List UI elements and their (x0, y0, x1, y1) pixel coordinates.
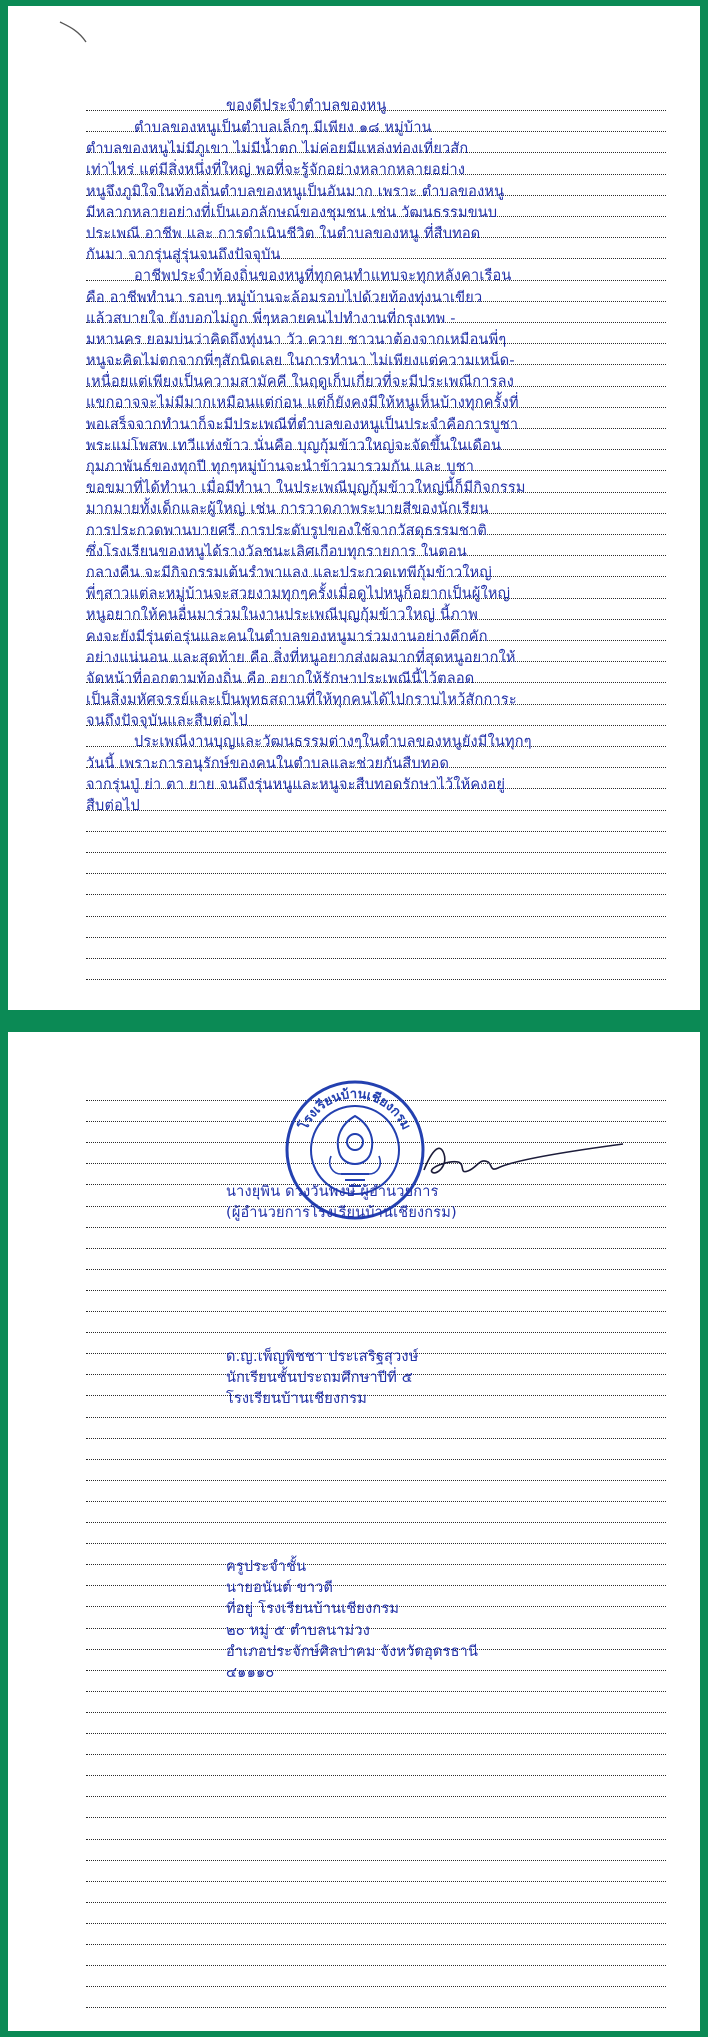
teacher-block (226, 1557, 478, 1684)
dotted-rule (86, 1311, 666, 1312)
dotted-rule (86, 1860, 666, 1861)
body-line: จากรุ่นปู่ ย่า ตา ยาย จนถึงรุ่นหนูและหนูจะสืบทอดรักษาไว้ให้คงอยู่ (86, 776, 506, 793)
body-line: เท่าไหร่ แต่มีสิ่งหนึ่งที่ใหญ่ พอที่จะรู้จักอย่างหลากหลายอย่าง (86, 162, 466, 179)
dotted-rule (86, 1691, 666, 1692)
body-line: อาชีพประจำท้องถิ่นของหนูที่ทุกคนทำแทบจะทุกหลังคาเรือน (134, 268, 512, 285)
dotted-rule (86, 1438, 666, 1439)
body-line: กันมา จากรุ่นสู่รุ่นจนถึงปัจจุบัน (86, 247, 281, 264)
teacher-line: ๔๑๑๑๐ (226, 1664, 275, 1681)
body-line: กลางคืน จะมีกิจกรรมเต้นรำพาแลง และประกวดเทพีกุ้มข้าวใหญ่ (86, 564, 492, 581)
student-line: ด.ญ.เพ็ญพิชชา ประเสริฐสุวงษ์ (226, 1349, 419, 1365)
title-text: ของดีประจำตำบลของหนู (226, 98, 387, 114)
body-line: แขกอาจจะไม่มีมากเหมือนแต่ก่อน แต่ก็ยังคงมีให้หนูเห็นบ้างทุกครั้งที่ (86, 395, 519, 412)
director-block (226, 1182, 457, 1224)
body-line: ประเพณีงานบุญและวัฒนธรรมต่างๆในตำบลของหนูยังมีในทุกๆ (134, 734, 532, 751)
dotted-rule (86, 852, 666, 853)
student-line: นักเรียนชั้นประถมศึกษาปีที่ ๕ (226, 1370, 413, 1387)
dotted-rule (86, 1522, 666, 1523)
body-line: แล้วสบายใจ ยังบอกไม่ถูก พี่ๆหลายคนไปทำงานที่กรุงเทพ - (86, 310, 456, 327)
teacher-line: นายอนันต์ ขาวดี (226, 1580, 334, 1597)
dotted-rule (86, 1227, 666, 1228)
dotted-rule (86, 1881, 666, 1882)
body-line: วันนี้ เพราะการอนุรักษ์ของคนในตำบลและช่วยกันสืบทอด (86, 755, 450, 772)
dotted-rule (86, 894, 666, 895)
dotted-rule (86, 1754, 666, 1755)
body-line: ประเพณี อาชีพ และ การดำเนินชีวิต ในตำบลของหนู ที่สืบทอด (86, 225, 481, 242)
dotted-rule (86, 1923, 666, 1924)
dotted-rule (86, 1965, 666, 1966)
dotted-rule (86, 1733, 666, 1734)
teacher-line: ที่อยู่ โรงเรียนบ้านเชียงกรม (226, 1601, 400, 1618)
body-line: สืบต่อไป (86, 798, 140, 814)
body-line: พระแม่โพสพ เทวีแห่งข้าว นั่นคือ บุญกุ้มข้าวใหญ่จะจัดขึ้นในเดือน (86, 437, 502, 454)
dotted-rule (86, 831, 666, 832)
dotted-rule (86, 1902, 666, 1903)
dotted-rule (86, 916, 666, 917)
director-line: (ผู้อำนวยการโรงเรียนบ้านเชียงกรม) (226, 1205, 457, 1222)
dotted-rule (86, 1796, 666, 1797)
body-line: หนูจะคิดไม่ตกจากพี่ๆสักนิดเลย ในการทำนา ไม่เพียงแต่ความเหน็ด- (86, 353, 515, 370)
dotted-rule (86, 1332, 666, 1333)
dotted-rule (86, 1543, 666, 1544)
dotted-rule (86, 979, 666, 980)
dotted-rule (86, 1839, 666, 1840)
dotted-rule (86, 1712, 666, 1713)
body-line: จัดหน้าที่ออกตามท้องถิ่น คือ อยากให้รักษาประเพณีนี้ไว้ตลอด (86, 670, 475, 687)
body-line: ซึ่งโรงเรียนของหนูได้รางวัลชนะเลิศเกือบทุกรายการ ในตอน (86, 543, 467, 560)
body-line: หนูจึงภูมิใจในท้องถิ่นตำบลของหนูเป็นอันมาก เพราะ ตำบลของหนู (86, 183, 505, 200)
body-line: มหานคร ยอมบ่นว่าคิดถึงทุ่งนา วัว ควาย ชาวนาต้องจากเหมือนพี่ๆ (86, 331, 507, 348)
body-line: คงจะยังมีรุ่นต่อรุ่นและคนในตำบลของหนูมาร่วมงานอย่างคึกคัก (86, 628, 488, 645)
dotted-rule (86, 2007, 666, 2008)
dotted-rule (86, 1269, 666, 1270)
body-line: ขอขมาที่ได้ทำนา เมื่อมีทำนา ในประเพณีบุญกุ้มข้าวใหญ่นี้ก็มีกิจกรรม (86, 480, 526, 497)
letter-title (226, 96, 387, 117)
teacher-line: ๒๐ หมู่ ๕ ตำบลนาม่วง (226, 1622, 371, 1639)
body-line: พี่ๆสาวแต่ละหมู่บ้านจะสวยงามทุกๆครั้งเมื่อดูไปหนูก็อยากเป็นผู้ใหญ่ (86, 586, 511, 603)
body-line: มากมายทั้งเด็กและผู้ใหญ่ เช่น การวาดภาพระบายสีของนักเรียน (86, 501, 489, 518)
dotted-rule (86, 1290, 666, 1291)
dotted-rule (86, 1248, 666, 1249)
body-line: หนูอยากให้คนอื่นมาร่วมในงานประเพณีบุญกุ้มข้าวใหญ่ นี้ภาพ (86, 607, 478, 624)
stamp-text: โรงเรียนบ้านเชียงกรม (296, 1086, 414, 1133)
body-line: ตำบลของหนูไม่มีภูเขา ไม่มีน้ำตก ไม่ค่อยมีแหล่งท่องเที่ยวสัก (86, 141, 469, 158)
body-line: กุมภาพันธ์ของทุกปี ทุกๆหมู่บ้านจะนำข้าวมารวมกัน และ บูชา (86, 459, 475, 475)
director-line: นางยุพิน ดวงวันพงษ์ ผู้อำนวยการ (226, 1184, 439, 1200)
dotted-rule (86, 1944, 666, 1945)
student-line: โรงเรียนบ้านเชียงกรม (226, 1391, 367, 1408)
body-line: อย่างแน่นอน และสุดท้าย คือ สิ่งที่หนูอยากส่งผลมากที่สุดหนูอยากให้ (86, 649, 516, 666)
body-line: เหนื่อยแต่เพียงเป็นความสามัคคี ในฤดูเก็บเกี่ยวที่จะมีประเพณีการลง (86, 374, 514, 391)
dotted-rule (86, 937, 666, 938)
letter-body (86, 118, 532, 817)
dotted-rule (86, 1501, 666, 1502)
body-line: เป็นสิ่งมหัศจรรย์และเป็นพุทธสถานที่ให้ทุกคนได้ไปกราบไหว้สักการะ (86, 692, 517, 709)
body-line: คือ อาชีพทำนา รอบๆ หมู่บ้านจะล้อมรอบไปด้วยท้องทุ่งนาเขียว (86, 289, 483, 306)
dotted-rule (86, 1480, 666, 1481)
student-block (226, 1347, 418, 1411)
letter-page-1 (8, 6, 700, 1010)
dotted-rule (86, 958, 666, 959)
dotted-rule (86, 873, 666, 874)
teacher-line: ครูประจำชั้น (226, 1559, 307, 1575)
dotted-rule (86, 1459, 666, 1460)
body-line: พอเสร็จจากทำนาก็จะมีประเพณีที่ตำบลของหนูเป็นประจำคือการบูชา (86, 416, 519, 433)
svg-text:โรงเรียนบ้านเชียงกรม (294, 1086, 413, 1133)
body-line: ตำบลของหนูเป็นตำบลเล็กๆ มีเพียง ๑๘ หมู่บ้าน (134, 120, 432, 136)
body-line: การประกวดพานบายศรี การประดับรูปของใช้จากวัสดุธรรมชาติ (86, 522, 488, 539)
dotted-rule (86, 1775, 666, 1776)
letter-page-2 (8, 1032, 700, 2031)
body-line: จนถึงปัจจุบันและสืบต่อไป (86, 713, 248, 730)
dotted-rule (86, 1986, 666, 1987)
dotted-rule (86, 1417, 666, 1418)
dotted-rule (86, 1817, 666, 1818)
body-line: มีหลากหลายอย่างที่เป็นเอกลักษณ์ของชุมชน เช่น วัฒนธรรมขนบ (86, 204, 498, 221)
teacher-line: อำเภอประจักษ์ศิลปาคม จังหวัดอุดรธานี (226, 1643, 479, 1660)
